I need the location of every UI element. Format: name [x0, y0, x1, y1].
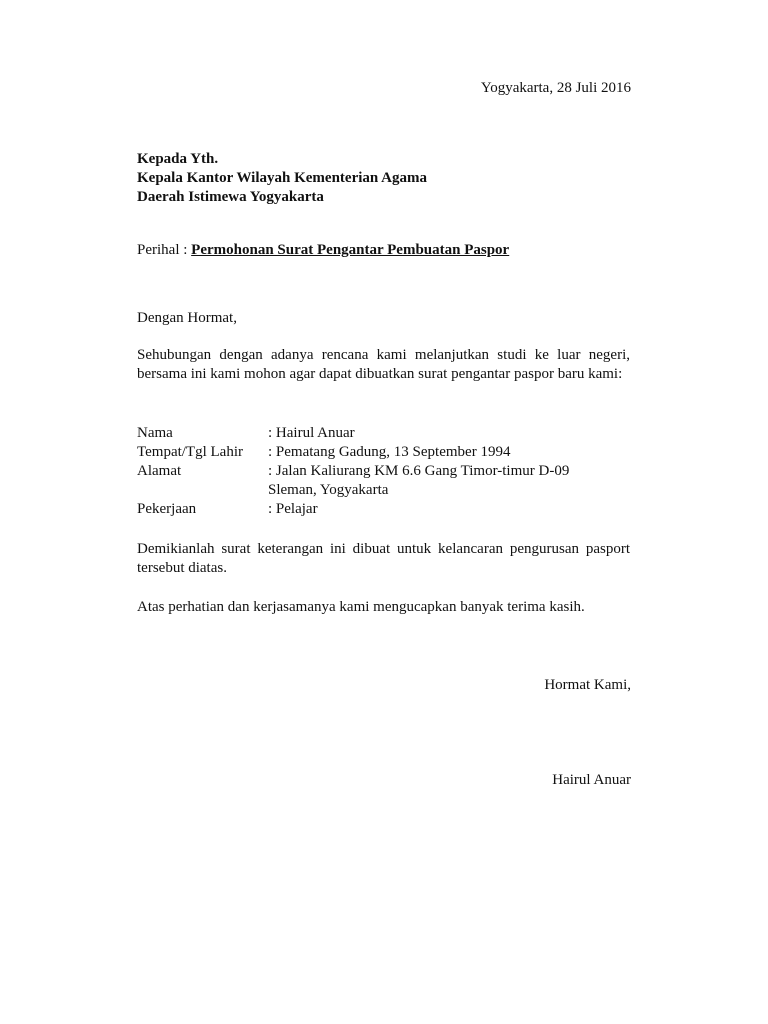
detail-value-ttl: : Pematang Gadung, 13 September 1994: [268, 444, 511, 460]
signoff: Hormat Kami,: [544, 677, 631, 693]
detail-value-pekerjaan: : Pelajar: [268, 501, 318, 517]
detail-label-pekerjaan: Pekerjaan: [137, 501, 197, 517]
subject-line: [137, 241, 509, 260]
greeting: Dengan Hormat,: [137, 310, 237, 326]
detail-value-alamat: : Jalan Kaliurang KM 6.6 Gang Timor-timur D-09: [268, 463, 570, 479]
detail-label-ttl: Tempat/Tgl Lahir: [137, 444, 243, 460]
recipient-line-3: Daerah Istimewa Yogyakarta: [137, 189, 324, 205]
recipient-line-2: Kepala Kantor Wilayah Kementerian Agama: [137, 170, 428, 186]
subject-text: Permohonan Surat Pengantar Pembuatan Paspor: [191, 242, 510, 258]
intro-paragraph: Sehubungan dengan adanya rencana kami melanjutkan studi ke luar negeri, bersama ini kami mohon agar dapat dibuatkan surat pengantar paspor baru kami:: [137, 347, 630, 382]
detail-label-alamat: Alamat: [137, 463, 182, 479]
thanks-paragraph: Atas perhatian dan kerjasamanya kami mengucapkan banyak terima kasih.: [137, 599, 585, 615]
place-date: Yogyakarta, 28 Juli 2016: [480, 80, 631, 96]
detail-value-nama: : Hairul Anuar: [268, 425, 355, 441]
detail-value-alamat-2: Sleman, Yogyakarta: [268, 482, 389, 498]
subject-label: Perihal :: [137, 242, 188, 258]
recipient-line-1: Kepada Yth.: [137, 151, 219, 167]
detail-label-nama: Nama: [137, 425, 173, 441]
signature-name: Hairul Anuar: [552, 772, 631, 788]
closing-paragraph: Demikianlah surat keterangan ini dibuat untuk kelancaran pengurusan pasport tersebut diatas.: [137, 541, 630, 576]
